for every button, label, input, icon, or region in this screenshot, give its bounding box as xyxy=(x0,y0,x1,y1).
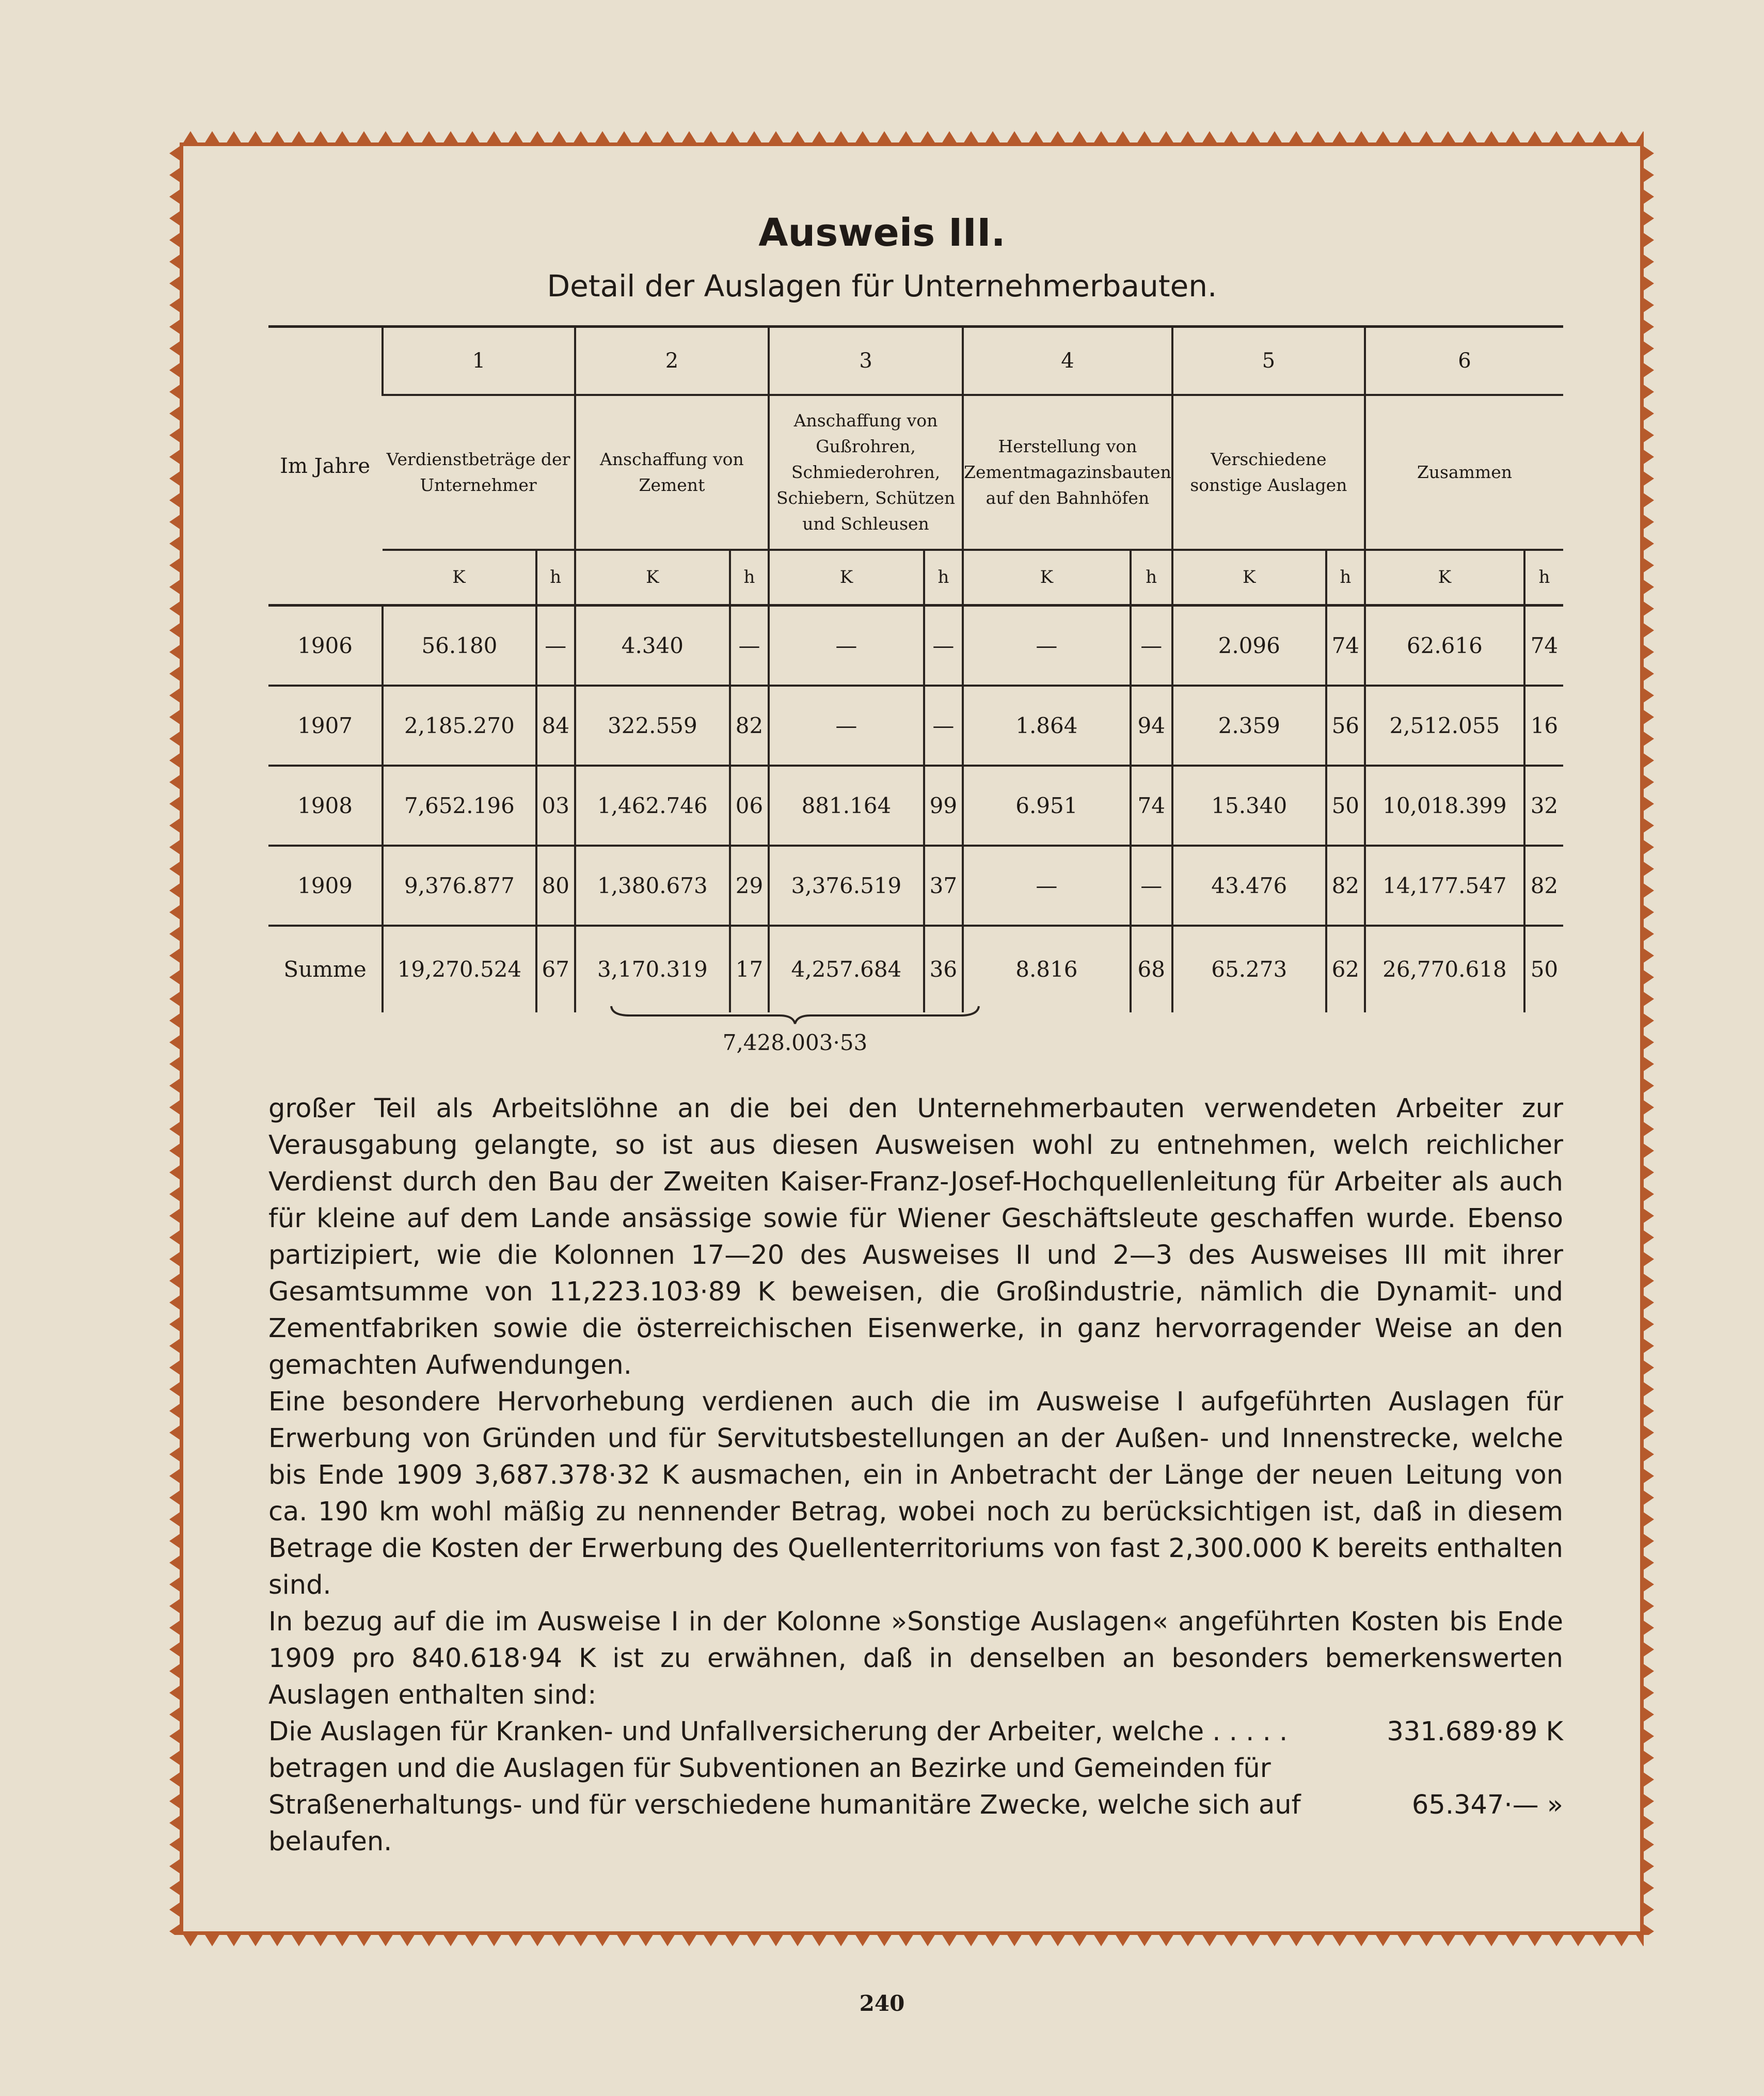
unit-h: h xyxy=(1131,550,1172,606)
cell-heller: 32 xyxy=(1524,766,1563,846)
cell-heller: 67 xyxy=(536,926,575,1012)
frame-right-ornament xyxy=(1642,142,1655,1935)
column-header: Anschaffung von Gußrohren, Schmiederohren, Schiebern, Schützen und Schleusen xyxy=(769,395,963,550)
amount-value: 331.689·89 K xyxy=(1387,1717,1563,1747)
cell-kronen: 7,652.196 xyxy=(383,766,536,846)
brace-total: 7,428.003·53 xyxy=(722,1030,868,1055)
unit-k: K xyxy=(383,550,536,606)
cell-heller: 37 xyxy=(924,846,963,926)
cell-heller: 06 xyxy=(730,766,769,846)
cell-heller: 74 xyxy=(1524,606,1563,686)
amount-line-text: Straßenerhaltungs- und für verschiedene humanitäre Zwecke, welche sich auf xyxy=(268,1790,1301,1820)
sum-label: Summe xyxy=(268,926,383,1012)
amount-value: 65.347·— » xyxy=(1411,1790,1563,1820)
cell-heller: 94 xyxy=(1131,686,1172,766)
frame-left-ornament xyxy=(168,142,182,1935)
amount-value xyxy=(1543,1823,1563,1860)
column-header: Verschiedene sonstige Auslagen xyxy=(1172,395,1365,550)
cell-kronen: 26,770.618 xyxy=(1365,926,1524,1012)
amount-line-text: betragen und die Auslagen für Subventionen an Bezirke und Gemeinden für xyxy=(268,1753,1271,1784)
year-column-header: Im Jahre xyxy=(268,327,383,606)
cell-heller: 82 xyxy=(730,686,769,766)
cell-heller: 80 xyxy=(536,846,575,926)
cell-kronen: 15.340 xyxy=(1172,766,1326,846)
column-number: 6 xyxy=(1365,327,1563,395)
cell-heller: 56 xyxy=(1326,686,1365,766)
column-header-row xyxy=(268,395,1563,550)
cell-kronen: 1,462.746 xyxy=(575,766,730,846)
table-row xyxy=(268,846,1563,926)
unit-h: h xyxy=(730,550,769,606)
cell-kronen: — xyxy=(769,686,924,766)
cell-kronen: — xyxy=(769,606,924,686)
amount-value xyxy=(1543,1750,1563,1787)
cell-kronen: 56.180 xyxy=(383,606,536,686)
column-header: Zusammen xyxy=(1365,395,1563,550)
page-number: 240 xyxy=(859,1991,905,2016)
column-number: 1 xyxy=(383,327,575,395)
cell-heller: 17 xyxy=(730,926,769,1012)
cell-heller: 36 xyxy=(924,926,963,1012)
cell-heller: — xyxy=(1131,846,1172,926)
sum-row xyxy=(268,926,1563,1012)
cell-heller: 62 xyxy=(1326,926,1365,1012)
cell-kronen: 2.359 xyxy=(1172,686,1326,766)
cell-heller: 99 xyxy=(924,766,963,846)
sum-brace-icon xyxy=(609,1004,981,1025)
cell-heller: 03 xyxy=(536,766,575,846)
column-number-row xyxy=(268,327,1563,395)
cell-heller: 74 xyxy=(1326,606,1365,686)
column-header: Herstellung von Zementmagazinsbauten auf den Bahnhöfen xyxy=(963,395,1172,550)
cell-heller: — xyxy=(1131,606,1172,686)
column-number: 5 xyxy=(1172,327,1365,395)
page-subtitle: Detail der Auslagen für Unternehmerbauten. xyxy=(547,268,1217,304)
cell-kronen: 1,380.673 xyxy=(575,846,730,926)
body-text xyxy=(268,1090,1563,1860)
unit-k: K xyxy=(1172,550,1326,606)
paragraph: Eine besondere Hervorhebung verdienen auch die im Ausweise I aufgeführten Auslagen für Erwerbung von Gründen und für Servitutsbestellungen an der Außen- und Innenstrecke, welche bis Ende 1909 3,687.378·32 K ausmachen, ein in Anbetracht der Länge der neuen Leitung von ca. 190 km wohl mäßig zu nennender Betrag, wobei noch zu berücksichtigen ist, daß in diesem Betrage die Kosten der Erwerbung des Quellenterritoriums von fast 2,300.000 K bereits enthalten sind. xyxy=(268,1387,1563,1600)
cell-kronen: 6.951 xyxy=(963,766,1131,846)
cell-kronen: 1.864 xyxy=(963,686,1131,766)
page-title: Ausweis III. xyxy=(758,211,1006,255)
amount-line-text: belaufen. xyxy=(268,1827,392,1857)
expenses-table xyxy=(268,325,1563,1012)
cell-kronen: 3,170.319 xyxy=(575,926,730,1012)
cell-heller: 82 xyxy=(1524,846,1563,926)
cell-kronen: 43.476 xyxy=(1172,846,1326,926)
column-header: Verdienstbeträge der Unternehmer xyxy=(383,395,575,550)
table-row xyxy=(268,686,1563,766)
unit-h: h xyxy=(1326,550,1365,606)
cell-heller: 50 xyxy=(1524,926,1563,1012)
cell-kronen: — xyxy=(963,606,1131,686)
row-year: 1908 xyxy=(268,766,383,846)
row-year: 1909 xyxy=(268,846,383,926)
column-number: 2 xyxy=(575,327,769,395)
cell-heller: 74 xyxy=(1131,766,1172,846)
cell-kronen: 65.273 xyxy=(1172,926,1326,1012)
amount-line xyxy=(268,1713,1563,1750)
cell-kronen: 3,376.519 xyxy=(769,846,924,926)
paragraph: großer Teil als Arbeitslöhne an die bei den Unternehmerbauten verwendeten Arbeiter zur Verausgabung gelangte, so ist aus diesen Ausweisen wohl zu entnehmen, welch reichlicher Verdienst durch den Bau der Zweiten Kaiser-Franz-Josef-Hochquellenleitung für Arbeiter als auch für kleine auf dem Lande ansässige sowie für Wiener Geschäftsleute geschaffen wurde. Ebenso partizipiert, wie die Kolonnen 17—20 des Ausweises II und 2—3 des Ausweises III mit ihrer Gesamtsumme von 11,223.103·89 K beweisen, die Großindustrie, nämlich die Dynamit- und Zementfabriken sowie die österreichischen Eisenwerke, in ganz hervorragender Weise an den gemachten Aufwendungen. xyxy=(268,1093,1563,1380)
cell-kronen: 2,512.055 xyxy=(1365,686,1524,766)
unit-k: K xyxy=(769,550,924,606)
cell-kronen: 62.616 xyxy=(1365,606,1524,686)
cell-heller: 16 xyxy=(1524,686,1563,766)
table-row xyxy=(268,606,1563,686)
column-number: 3 xyxy=(769,327,963,395)
cell-kronen: 4,257.684 xyxy=(769,926,924,1012)
unit-h: h xyxy=(924,550,963,606)
cell-heller: 68 xyxy=(1131,926,1172,1012)
unit-row xyxy=(268,550,1563,606)
cell-kronen: 322.559 xyxy=(575,686,730,766)
amount-line-text: Die Auslagen für Kranken- und Unfallversicherung der Arbeiter, welche . . . . . xyxy=(268,1717,1288,1747)
cell-kronen: 881.164 xyxy=(769,766,924,846)
table-row xyxy=(268,766,1563,846)
paragraph: In bezug auf die im Ausweise I in der Kolonne »Sonstige Auslagen« angeführten Kosten bis Ende 1909 pro 840.618·94 K ist zu erwähnen, daß in denselben an besonders bemerkenswerten Auslagen enthalten sind: xyxy=(268,1607,1563,1710)
cell-kronen: 14,177.547 xyxy=(1365,846,1524,926)
unit-h: h xyxy=(536,550,575,606)
unit-k: K xyxy=(963,550,1131,606)
amount-line xyxy=(268,1823,1563,1860)
column-header: Anschaffung von Zement xyxy=(575,395,769,550)
row-year: 1906 xyxy=(268,606,383,686)
cell-heller: 82 xyxy=(1326,846,1365,926)
cell-kronen: 10,018.399 xyxy=(1365,766,1524,846)
cell-kronen: 4.340 xyxy=(575,606,730,686)
row-year: 1907 xyxy=(268,686,383,766)
cell-heller: — xyxy=(924,606,963,686)
cell-heller: — xyxy=(536,606,575,686)
cell-heller: — xyxy=(924,686,963,766)
cell-heller: 84 xyxy=(536,686,575,766)
cell-kronen: 2,185.270 xyxy=(383,686,536,766)
cell-kronen: 2.096 xyxy=(1172,606,1326,686)
cell-kronen: 8.816 xyxy=(963,926,1131,1012)
frame-top-ornament xyxy=(180,130,1644,145)
cell-heller: 29 xyxy=(730,846,769,926)
amount-line xyxy=(268,1750,1563,1787)
cell-heller: 50 xyxy=(1326,766,1365,846)
cell-kronen: — xyxy=(963,846,1131,926)
cell-kronen: 9,376.877 xyxy=(383,846,536,926)
frame-bottom-ornament xyxy=(180,1933,1644,1947)
amount-line xyxy=(268,1787,1563,1823)
cell-heller: — xyxy=(730,606,769,686)
unit-k: K xyxy=(575,550,730,606)
unit-h: h xyxy=(1524,550,1563,606)
cell-kronen: 19,270.524 xyxy=(383,926,536,1012)
unit-k: K xyxy=(1365,550,1524,606)
column-number: 4 xyxy=(963,327,1172,395)
